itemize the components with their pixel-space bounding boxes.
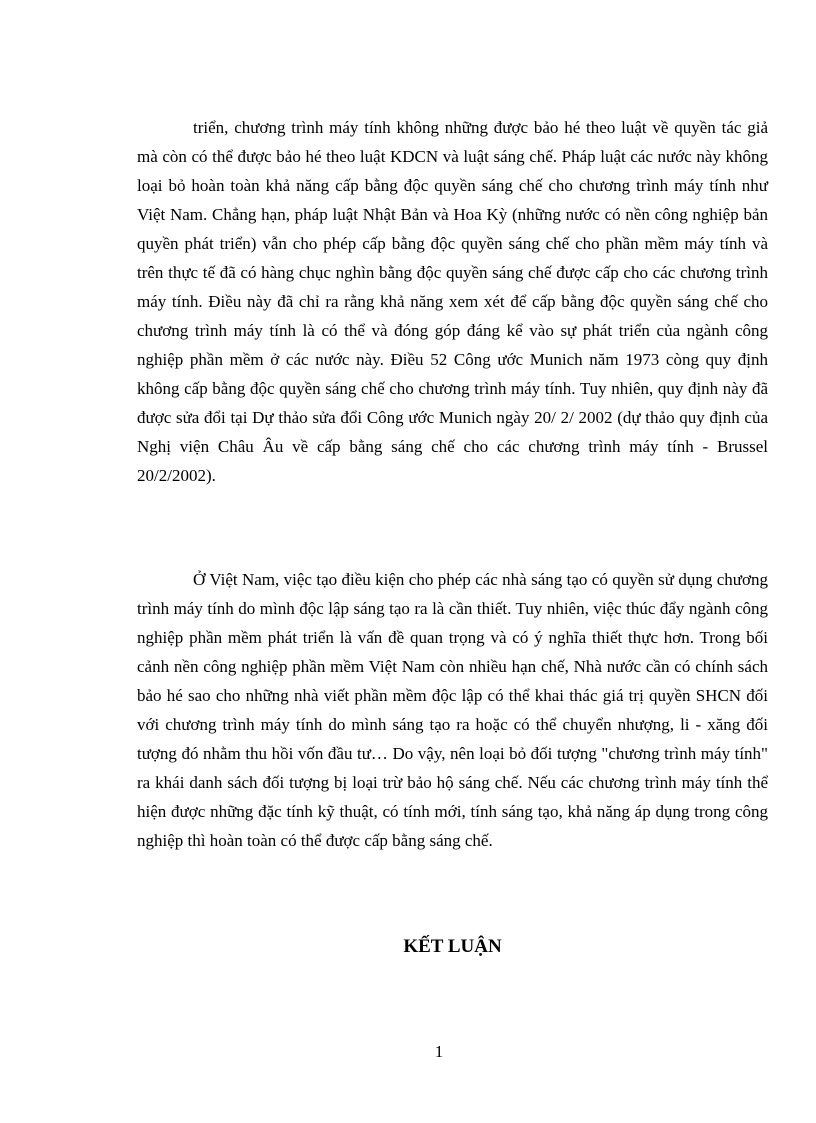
page-number: 1 (434, 1042, 444, 1061)
paragraph-text: triển, chương trình máy tính không những được bảo hé theo luật về quyền tác giả mà còn có thể được bảo hé theo luật KDCN và luật sáng chế. Pháp luật các nước này không loại bỏ hoàn toàn khả năng cấp bằng độc quyền sáng chế cho chương trình máy tính như Việt Nam. Chẳng hạn, pháp luật Nhật Bản và Hoa Kỳ (những nước có nền công nghiệp bản quyền phát triển) vẫn cho phép cấp bằng độc quyền sáng chế cho phần mềm máy tính và trên thực tế đã có hàng chục nghìn bằng độc quyền sáng chế được cấp cho các chương trình máy tính. Điều này đã chỉ ra rằng khả năng xem xét để cấp bằng độc quyền sáng chế cho chương trình máy tính là có thể và đóng góp đáng kể vào sự phát triển của ngành công nghiệp phần mềm ở các nước này. Điều 52 Công ước Munich năm 1973 còng quy định không cấp bằng độc quyền sáng chế cho chương trình máy tính. Tuy nhiên, quy định này đã được sửa đổi tại Dự thảo sửa đổi Công ước Munich ngày 20/ 2/ 2002 (dự thảo quy định của Nghị viện Châu Âu về cấp bằng sáng chế cho các chương trình máy tính - Brussel 20/2/2002). (137, 118, 768, 485)
body-paragraph-1 (137, 113, 768, 490)
body-paragraph-2 (137, 565, 768, 855)
section-heading: KẾT LUẬN (403, 936, 502, 957)
paragraph-text: Ở Việt Nam, việc tạo điều kiện cho phép các nhà sáng tạo có quyền sử dụng chương trình máy tính do mình độc lập sáng tạo ra là cần thiết. Tuy nhiên, việc thúc đẩy ngành công nghiệp phần mềm phát triển là vấn đề quan trọng và có ý nghĩa thiết thực hơn. Trong bối cảnh nền công nghiệp phần mềm Việt Nam còn nhiều hạn chế, Nhà nước cần có chính sách bảo hé sao cho những nhà viết phần mềm độc lập có thể khai thác giá trị quyền SHCN đối với chương trình máy tính do mình sáng tạo ra hoặc có thể chuyển nhượng, li - xăng đối tượng đó nhằm thu hồi vốn đầu tư… Do vậy, nên loại bỏ đối tượng "chương trình máy tính" ra khái danh sách đối tượng bị loại trừ bảo hộ sáng chế. Nếu các chương trình máy tính thể hiện được những đặc tính kỹ thuật, có tính mới, tính sáng tạo, khả năng áp dụng trong công nghiệp thì hoàn toàn có thể được cấp bằng sáng chế. (137, 570, 768, 850)
